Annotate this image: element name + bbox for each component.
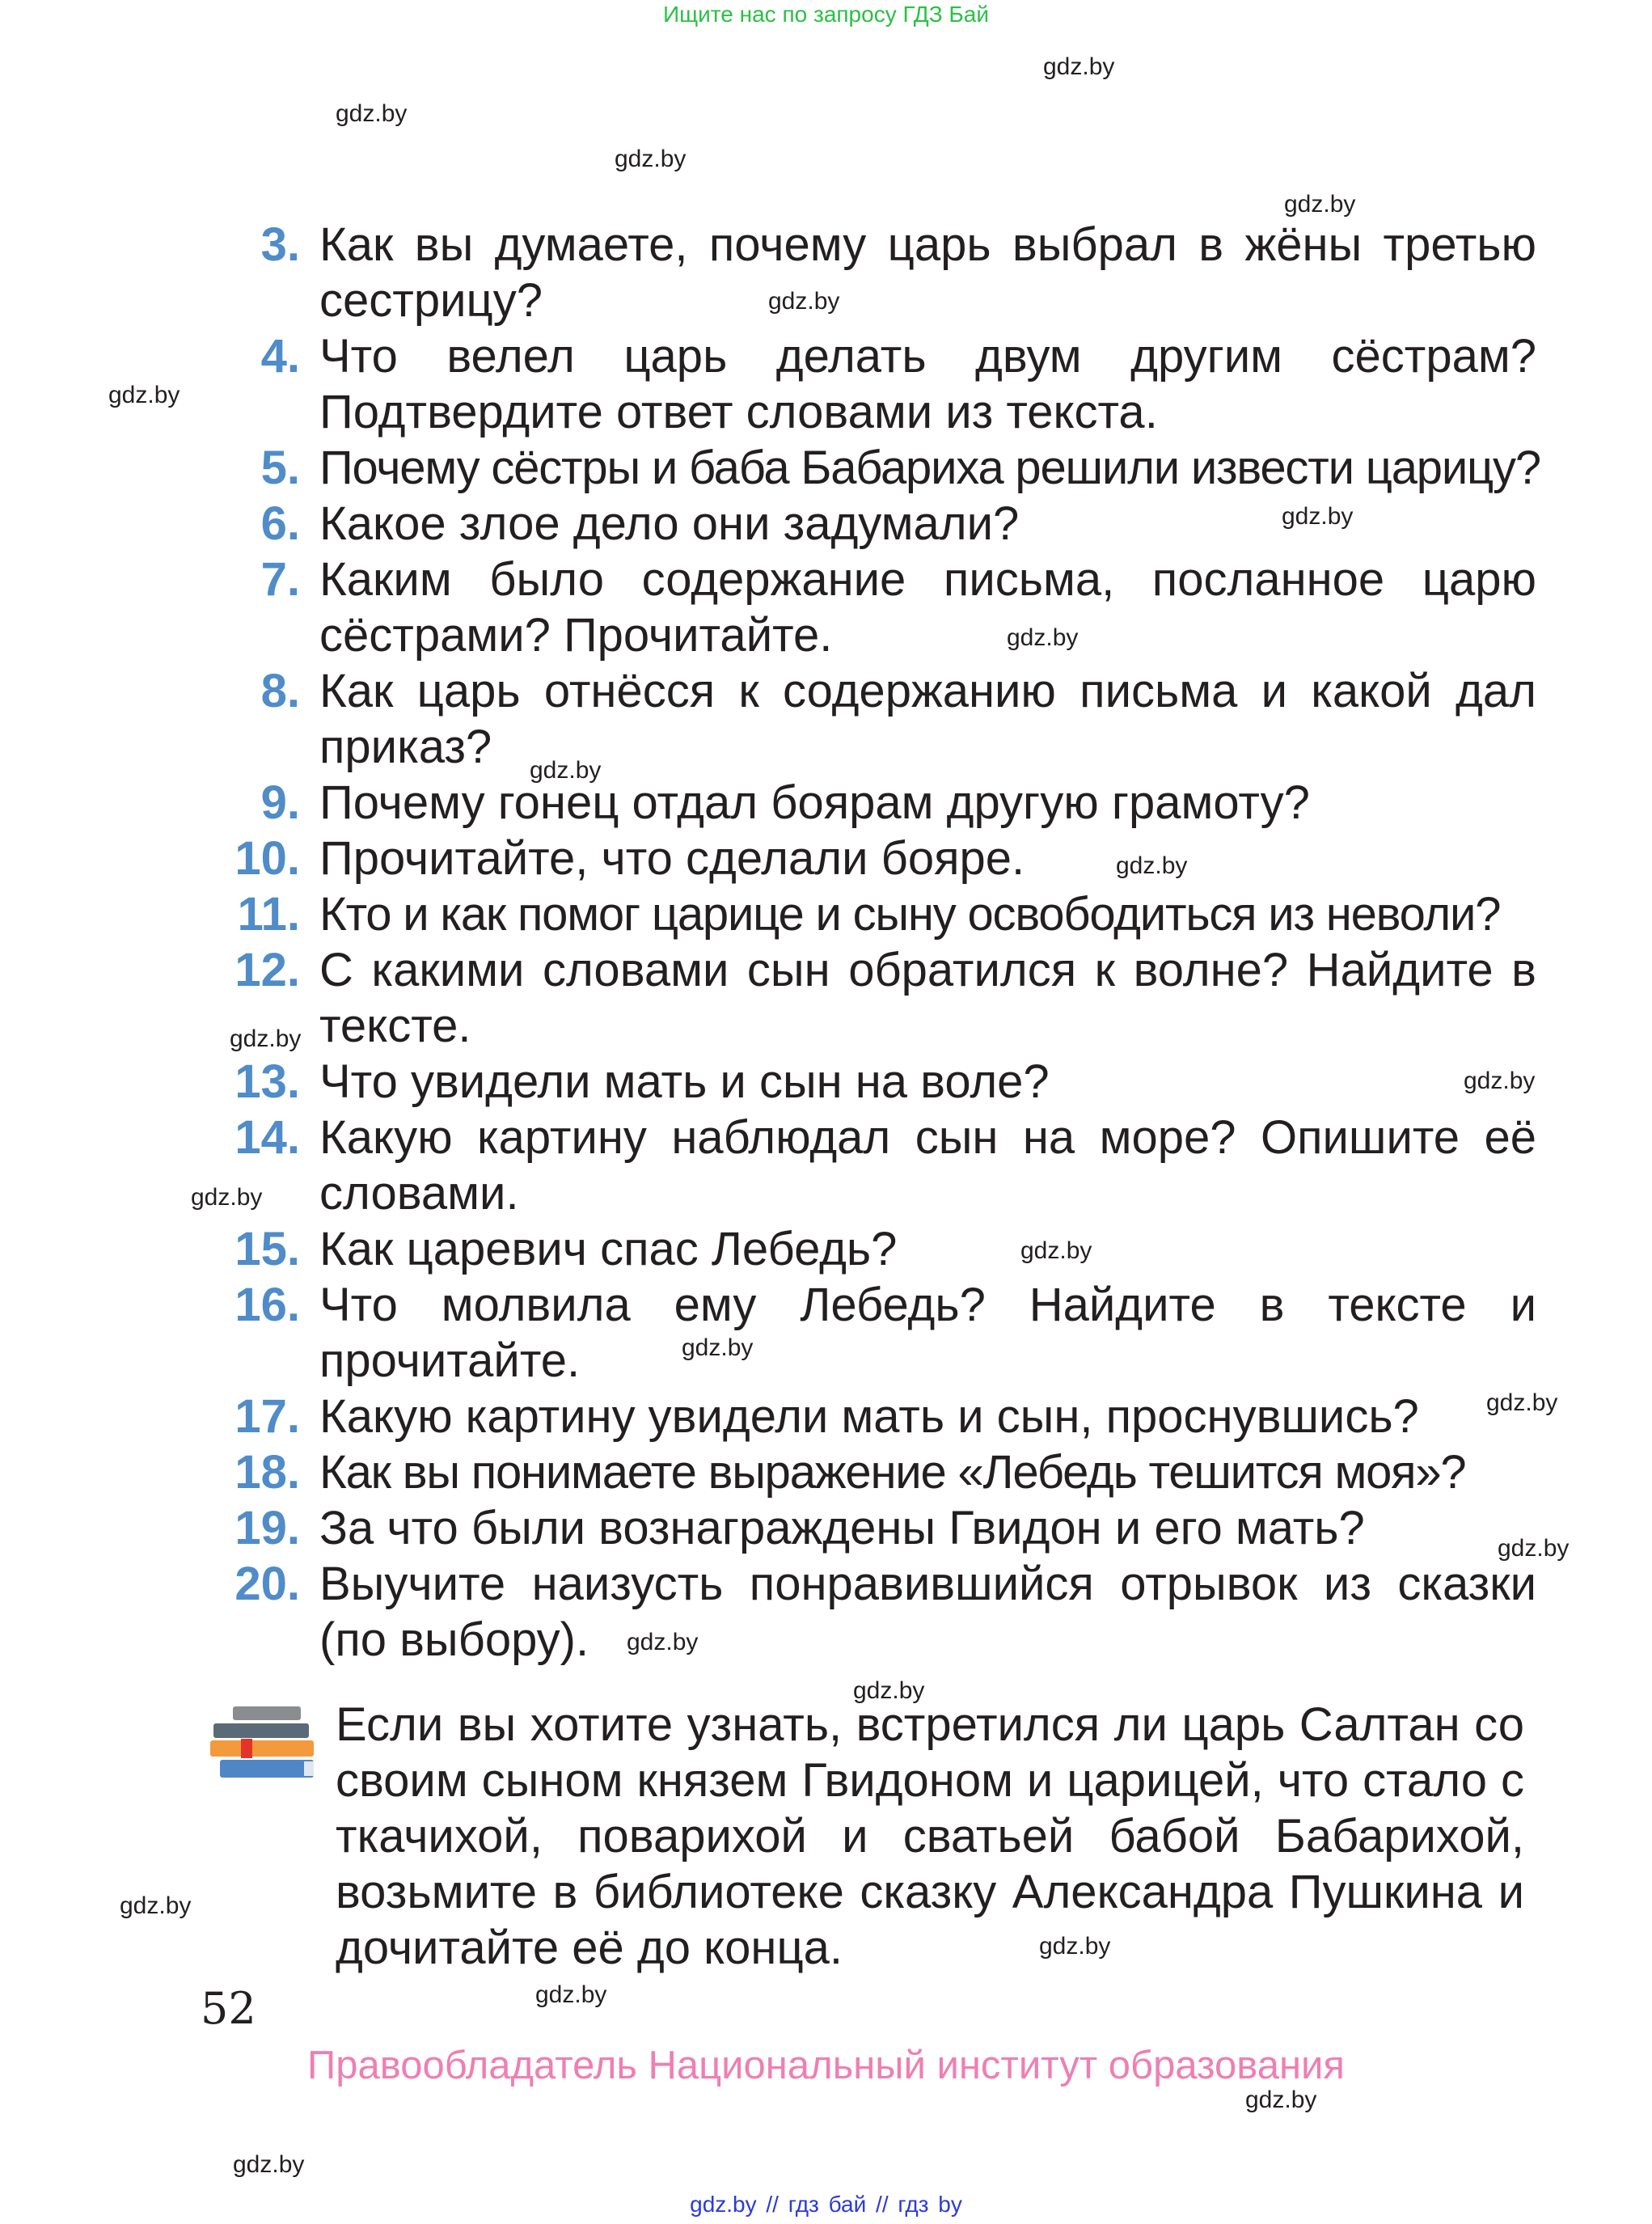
question-item bbox=[210, 1277, 1536, 1389]
question-item bbox=[210, 886, 1536, 942]
question-number: 13. bbox=[234, 1055, 300, 1108]
watermark: gdz.by bbox=[1020, 1237, 1092, 1264]
question-text: Какое злое дело они задумали? bbox=[319, 497, 1020, 550]
question-text: Как вы понимаете выражение «Лебедь тешится моя»? bbox=[319, 1446, 1466, 1499]
watermark: gdz.by bbox=[627, 1629, 699, 1655]
watermark: gdz.by bbox=[230, 1025, 302, 1052]
watermark: gdz.by bbox=[120, 1892, 192, 1919]
watermark: gdz.by bbox=[1284, 191, 1356, 218]
question-text: Кто и как помог царице и сыну освободиться из неволи? bbox=[319, 888, 1501, 941]
question-number: 14. bbox=[234, 1111, 300, 1164]
question-number: 8. bbox=[260, 665, 300, 717]
watermark: gdz.by bbox=[615, 146, 687, 172]
watermark: gdz.by bbox=[1043, 53, 1115, 80]
reading-recommendation: Если вы хотите узнать, встретился ли царь Салтан со своим сыном князем Гвидоном и царицей, что стало с ткачихой, поварихой и сватьей бабой Бабарихой, возьмите в библиотеке сказку Александра Пушкина и дочитайте её до конца. bbox=[336, 1698, 1524, 1974]
watermark: gdz.by bbox=[1464, 1068, 1536, 1094]
question-number: 7. bbox=[260, 553, 300, 606]
watermark: gdz.by bbox=[1486, 1389, 1558, 1416]
watermark: gdz.by bbox=[191, 1184, 263, 1211]
question-number: 3. bbox=[260, 218, 300, 271]
question-item bbox=[210, 1556, 1536, 1668]
top-banner: Ищите нас по запросу ГДЗ Бай bbox=[662, 2, 990, 27]
watermark: gdz.by bbox=[768, 288, 840, 315]
question-item bbox=[210, 663, 1536, 775]
watermark: gdz.by bbox=[535, 1981, 607, 2008]
question-list bbox=[210, 217, 1540, 1668]
watermark: gdz.by bbox=[1039, 1933, 1111, 1960]
watermark: gdz.by bbox=[1116, 852, 1188, 879]
question-number: 10. bbox=[234, 832, 300, 885]
question-number: 18. bbox=[234, 1446, 300, 1499]
question-text: Почему сёстры и баба Бабариха решили извести царицу? bbox=[319, 442, 1540, 494]
question-item bbox=[210, 217, 1536, 328]
question-item bbox=[210, 552, 1536, 663]
question-item bbox=[210, 440, 1540, 496]
question-text: Прочитайте, что сделали бояре. bbox=[319, 832, 1025, 885]
page-number: 52 bbox=[201, 1983, 256, 2034]
question-text: Как царь отнёсся к содержанию письма и какой дал приказ? bbox=[319, 665, 1536, 773]
question-text: С какими словами сын обратился к волне? Найдите в тексте. bbox=[319, 944, 1536, 1052]
watermark: gdz.by bbox=[336, 100, 408, 127]
question-item bbox=[210, 1500, 1536, 1556]
question-text: Как царевич спас Лебедь? bbox=[319, 1223, 898, 1275]
question-number: 15. bbox=[234, 1223, 300, 1275]
question-text: Какую картину увидели мать и сын, проснувшись? bbox=[319, 1390, 1419, 1443]
question-text: Что увидели мать и сын на воле? bbox=[319, 1055, 1050, 1108]
question-number: 11. bbox=[237, 888, 300, 941]
question-number: 17. bbox=[234, 1390, 300, 1443]
question-item bbox=[210, 328, 1536, 440]
question-item bbox=[210, 1221, 1536, 1277]
copyright-notice: Правообладатель Национальный институт образования bbox=[307, 2044, 1345, 2087]
question-item bbox=[210, 1110, 1536, 1221]
question-number: 12. bbox=[234, 944, 300, 996]
question-text: Выучите наизусть понравившийся отрывок из сказки (по выбору). bbox=[319, 1558, 1536, 1666]
question-item bbox=[210, 496, 1536, 552]
question-text: За что были вознаграждены Гвидон и его мать? bbox=[319, 1502, 1365, 1554]
question-item bbox=[210, 831, 1536, 886]
question-item bbox=[210, 775, 1536, 831]
watermark: gdz.by bbox=[682, 1334, 754, 1361]
question-item bbox=[210, 942, 1536, 1054]
question-text: Какую картину наблюдал сын на море? Опишите её словами. bbox=[319, 1111, 1536, 1220]
question-text: Каким было содержание письма, посланное царю сёстрами? Прочитайте. bbox=[319, 553, 1536, 662]
watermark: gdz.by bbox=[530, 757, 602, 784]
watermark: gdz.by bbox=[1245, 2087, 1317, 2113]
question-text: Что велел царь делать двум другим сёстрам? Подтвердите ответ словами из текста. bbox=[319, 330, 1536, 438]
question-number: 16. bbox=[234, 1279, 300, 1331]
watermark: gdz.by bbox=[233, 2151, 305, 2178]
question-text: Как вы думаете, почему царь выбрал в жёны третью сестрицу? bbox=[319, 218, 1536, 327]
question-text: Почему гонец отдал боярам другую грамоту? bbox=[319, 776, 1310, 829]
question-item bbox=[210, 1389, 1536, 1444]
watermark: gdz.by bbox=[853, 1677, 925, 1704]
question-text: Что молвила ему Лебедь? Найдите в тексте и прочитайте. bbox=[319, 1279, 1536, 1387]
question-item bbox=[210, 1054, 1536, 1110]
question-item bbox=[210, 1444, 1536, 1500]
question-number: 20. bbox=[234, 1558, 300, 1610]
watermark: gdz.by bbox=[1282, 503, 1354, 530]
footer-links[interactable]: gdz.by // гдз бай // гдз by bbox=[690, 2192, 962, 2217]
question-number: 4. bbox=[260, 330, 300, 383]
books-icon bbox=[209, 1705, 323, 1786]
question-number: 5. bbox=[260, 442, 300, 494]
question-number: 19. bbox=[234, 1502, 300, 1554]
watermark: gdz.by bbox=[1007, 624, 1079, 651]
question-number: 9. bbox=[260, 776, 300, 829]
watermark: gdz.by bbox=[1498, 1535, 1570, 1562]
question-number: 6. bbox=[260, 497, 300, 550]
watermark: gdz.by bbox=[108, 382, 180, 408]
